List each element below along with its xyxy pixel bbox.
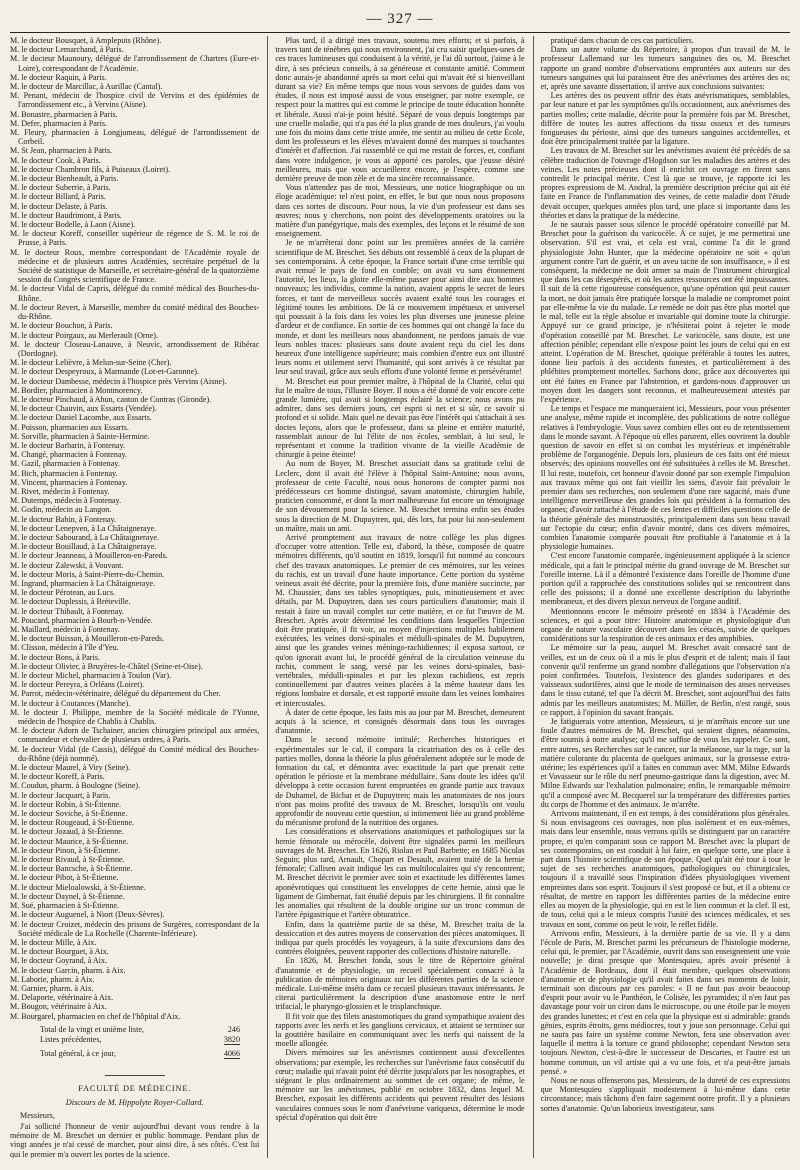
total-previous-row <box>40 1035 240 1045</box>
member-entry: M. le docteur Barbarin, à Fontenay. <box>10 440 125 450</box>
member-entry: M. le docteur Bons, à Paris. <box>10 652 100 662</box>
member-entry: M. le docteur Rivaud, à St-Étienne. <box>10 855 125 865</box>
discourse-paragraph: Arrivé promptement aux travaux de notre collège les plus dignes d'occuper votre attention. Telle est, d'abord, la thèse, composée de quatre mémoires différents, qu'il soutint en 1819, lorsqu'il fut nommé au concours chef des travaux anatomiques. Le premier de ces mémoires, sur les veines du rachis, est un travail d'une haute importance. Cette portion du système veineux avait été décrite, pour la première fois, d'une manière succincte, par M. Chaussier, dans ses tables synoptiques, puis, minutieusement et avec détails, par M. Dupuytren, dans ses cours particuliers d'anatomie; mais il restait à faire un travail complet sur cette matière, et ce fut l'œuvre de M. Breschet. Après avoir déterminé les conditions dans lesquelles l'injection doit être pratiquée, il fit voir, au moyen d'injections multiples habilement exécutées, les veines dorsi-spinales et médulli-spinales de M. Dupuytren, ainsi que les grandes veines méningo-rachidiennes; il exposa surtout, ce qu'on ignorait avant lui, le procédé général de la circulation veineuse du rachis, comment le sang, versé par les veines dorsi-spinales, basi-vertébrales, médulli-spinales et par les plexus rachidiens, est repris continuellement par d'autres veines placées à la même hauteur dans les régions lombaire et dorsale, et est rapporté ensuite dans les veines lombaires et intercostales. <box>275 532 525 708</box>
member-entry: M. Bougon, vétérinaire à Aix. <box>10 1002 107 1012</box>
member-entry: M. le docteur Pérotean, au Lucs. <box>10 588 116 598</box>
discourse-paragraph: Plus tard, il a dirigé mes travaux, soutenu mes efforts; et si parfois, à travers tant de ténèbres qui nous environnent, j'ai cru saisir quelques-unes de ces traces lumineuses qui conduisent à la vérité, je l'ai dû surtout, j'aime à le dire, à ses précieux conseils, à sa généreuse et constante amitié. Comment donc aurais-je abandonné après sa mort celui qui m'avait été si bienveillant durant sa vie? En même temps que nous vous servons de guides dans vos études, il nous est imposé aussi de vous enseigner, par notre exemple, ce respect pour la mattres qui est comme le principe de toute éducation honnête et libérale. Aussi n'ai-je point hésité. Séparé de vous depuis longtemps par une cruelle maladie, qui n'a pas été la plus grande de mes douleurs, j'ai voulu une fois du moins dans cette triste année, me sentir au milieu de cette École, dont les professeurs et les élèves m'avaient donné des marques si touchantes d'intérêt et d'affection. J'ai rassemblé ce qui me restait de forces, et, confiant dans votre indulgence, je vous ai apporté ces paroles, que j'eusse désiré meilleures, mais que vous accueillerez encore, je l'espère, comme une dernière preuve de mon zèle et de ma sincère reconnaissance. <box>275 36 525 184</box>
total-general-row <box>40 1049 240 1059</box>
member-entry: M. le docteur Goyrand, à Aix. <box>10 956 108 966</box>
member-entry: M. le docteur Babin, à Fontenay. <box>10 514 117 524</box>
member-entry: M. le docteur Poirgaux, au Merlerault (Orne). <box>10 330 158 340</box>
discourse-paragraph: Dans le second mémoire intitulé: Recherches historiques et expérimentales sur le cal, il compara la cicatrisation des os à celle des parties molles, donna la théorie la plus généralement adoptée sur le mode de formation du cal, et démontra avec exactitude la part que prenait cette opération le périoste et la membrane médullaire. Sans doute les idées qu'il développa à cette occasion furent empruntées en grande partie aux travaux de Duhamel, de Bichat et de Dupuytren; mais les anatomistes de nos jours n'ont pas moins profité des travaux de M. Breschet, lorsqu'ils ont voulu approfondir de nouveau cette question, si intimement liée au grand problème du mécanisme profond de la nutrition des organes. <box>275 735 525 828</box>
member-entry: M. le docteur Bancsche, à St-Étienne. <box>10 864 133 874</box>
member-entry: M. le docteur Robin, à St-Étienne. <box>10 799 122 809</box>
discourse-paragraph: Les travaux de M. Breschet sur les anévrismes avaient été précédés de sa célèbre traduction de l'ouvrage d'Hogdson sur les maladies des artères et des veines. Les notes précieuses dont il enrichit cet ouvrage en firent sans contredit le principal mérite. C'est là que se trouve, je rapporte ici les propres expressions de M. Andral, la première description précise qui ait été faite en France de l'inflammation des veines, de cette maladie dont l'étude devait occuper, quelques années plus tard, une place si importante dans les théories et dans la pratique de la médecine. <box>540 146 790 220</box>
member-entry: M. Parrot, médecin-vétérinaire, délégué du département du Cher. <box>10 689 221 699</box>
member-entry: M. Ingrand, pharmacien à La Châtaigneraye. <box>10 578 156 588</box>
member-entry: M. le docteur Delaste, à Paris. <box>10 201 108 211</box>
member-entry: M. Rivet, médecin à Fontenay. <box>10 486 110 496</box>
member-entry: M. St Jean, pharmacien à Paris. <box>10 146 113 156</box>
member-entry: M. le docteur Maurice, à St-Étienne. <box>10 836 129 846</box>
member-entry: M. Defer, pharmacien à Paris. <box>10 118 107 128</box>
column-discourse-continued <box>267 36 524 1158</box>
member-entry: M. le docteur Zalewski, à Vouvant. <box>10 560 124 570</box>
member-entry: M. le docteur Buisson, à Mouilleron-en-Pareds. <box>10 634 165 644</box>
member-entry: M. le docteur Rougeaud, à St-Étienne. <box>10 818 135 828</box>
member-entry: M. Laborie, pharm. à Aix. <box>10 974 95 984</box>
discourse-paragraph: Le mémoire sur la peau, auquel M. Breschet avait consacré tant de veilles, est un de ceux où il a mis le plus d'esprit et de talent; mais il faut convenir qu'il renferme un grand nombre d'allégations que l'observation n'a point confirmées. Toutefois, l'existence des glandes sudoripares et des vaisseaux sudorifères, ainsi que le mode de terminaison des anses nerveuses dans le tissu cutané, tel que l'a décrit M. Breschet, sont aujourd'hui des faits admis par les meilleurs anatomistes; M. Müller, de Berlin, n'est rangé, sous ce rapport, à l'opinion du savant français. <box>540 643 790 717</box>
member-entry: M. Dutemps, médecin à Fontenay. <box>10 496 122 506</box>
member-entry: M. Sorville, pharmacien à Sainte-Hermine. <box>10 431 150 441</box>
member-entry: M. le docteur Baudrimont, à Paris. <box>10 210 122 220</box>
member-entry: M. le docteur Mieloalowski, à St-Étienne. <box>10 882 146 892</box>
discourse-paragraph: Arrivons enfin, Messieurs, à la dernière partie de sa vie. Il y a dans l'école de Paris, M. Breschet parmi les précurseurs de l'histologie moderne, celui qui, le premier, par l'Académie, ouvrit dans son enseignement une voie nouvelle; je dirai presque que Montesquieu, après avoir présenté à l'Académie de Bordeaux, dont il était membre, quelques observations d'anatomie et de physiologie qu'il avait faites dans ses moments de loisir, terminait son discours par ces paroles: « Il ne faut pas avoir beaucoup d'esprit pour avoir vu le Panthéon, le Colisée, les pyramides; il n'en faut pas davantage pour voir un ciron dans le microscope, ou une étoile par le moyen des grandes lunettes; et c'est en cela que la physique est si admirable: grands génies, esprits étroits, gens médiocres, tout y joue son personnage. Celui qui ne saura pas faire un système comme Newton, fera une observation avec laquelle il mettra à la torture ce grand philosophe; cependant Newton sera toujours Newton, c'est-à-dire le successeur de Descartes, et l'autre est un homme commun, un vil artiste qui a vu une fois, et n'a peut-être jamais pensé. » <box>540 928 790 1076</box>
totals-block <box>40 1025 259 1060</box>
discourse-paragraph: Mentionnons encore le mémoire présenté en 1834 à l'Académie des sciences, et qui a pour titre: Histoire anatomique et physiologique d'un organe de nature vasculaire découvert dans les cétacés, suivie de quelques considérations sur la respiration de ces animaux et des amphibies. <box>540 606 790 644</box>
column-subscribers <box>10 36 259 1158</box>
member-entry: M. le docteur Sabourand, à La Châtaigneraye. <box>10 532 160 542</box>
member-entry: M. le docteur Bodelle, à Laon (Aisne). <box>10 220 136 230</box>
discourse-paragraph: Les artères des os peuvent offrir des états anévrismatiques, semblables, par leur nature et par les symptômes qu'ils occasionnent, aux anévrismes des parties molles; cette maladie, décrite pour la première fois par M. Breschet, diffère de toutes les autres affections du tissu osseux et des tumeurs fongueuses du périoste, ainsi que des tumeurs sanguines accidentelles, et doit être principalement traitée par la ligature. <box>540 91 790 147</box>
member-entry: M. le docteur Roux, membre correspondant de l'Académie royale de médecine et de plusieurs autres Académies, secrétaire perpétuel de la Société de statistique de Marseille, et secrétaire-général de la quatorzième session du Congrès scientifique de France. <box>10 247 260 285</box>
discourse-paragraph: Divers mémoires sur les anévrismes contiennent aussi d'excellentes observations; par exemple, les recherches sur l'anévrisme faux consécutif du cœur; maladie qui n'avait point été décrite jusqu'alors par les nosographes, et siégeant le plus ordinairement au sommet de cet organe; de même, le mémoire sur les anévrismes, publié en octobre 1832, dans lequel M. Breschet, exposait les différents accidents qui peuvent résulter des lésions vasculaires connues sous le nom d'anévrisme variqueux, détermine le mode spécial d'opération qui doit être <box>275 1048 525 1122</box>
member-entry: M. le docteur Bousquet, à Ampleputs (Rhône). <box>10 36 162 45</box>
discourse-paragraph: Les considérations et observations anatomiques et pathologiques sur la hernie fémorale ou mérocèle, doivent être signalées parmi les meilleurs ouvrages de M. Breschet. En 1626, Riolan et Paul Barbette; en 1685 Nicolas Seguin; plus tard, Arnault, Chopart et Desault, avaient traité de la hernie fémorale; Callisen avait indiqué les cas multiloculaires qui s'y rencontrent; M. Breschet décrivit le premier avec soin et exactitude les différentes lames aponévrotiques qui constituent les enveloppes de cette hernie, ainsi que le ligament de Gimbernat, fait étudié depuis par les chirurgiens. Il fit connaître les anomalies qui résultent de la double origine sur un tronc commun de l'artère épigastrique et l'artère obturatrice. <box>275 827 525 920</box>
discourse-paragraph: Nous ne nous offenserons pas, Messieurs, de la dureté de ces expressions que Montesquieu s'appliquait modestement à lui-même dans cette circonstance; mais tâchons d'en faire sagement notre profit. Il y a plusieurs sortes d'anatomie. Qu'un laborieux investigateur, sans <box>540 1075 790 1113</box>
member-entry: M. le docteur Mille, à Aix. <box>10 937 97 947</box>
member-entry: M. le docteur Moris, à Saint-Pierre-du-Chemin. <box>10 569 165 579</box>
member-entry: M. Delaporte, vétérinaire à Aix. <box>10 993 114 1003</box>
member-entry: M. le docteur Jeanneau, à Mouilleron-en-Pareds. <box>10 551 168 561</box>
total-general-value: 4066 <box>223 1049 240 1059</box>
member-entry: M. le docteur Pereyra, à Orléans (Loiret). <box>10 680 145 690</box>
discourse-paragraph: Je ne saurais passer sous silence le procédé opératoire conseillé par M. Breschet pour la guérison du varicocèle. À ce sujet, je me permettrai une observation. S'il est vrai, et cela est vrai, comme l'a dit le grand physiologiste John Hunter, que la médecine opératoire ne soit « qu'un argument contre l'art de guérir, et un aveu tacite de son insuffisance, » il est conséquent, la médecine ne doit armer sa main de l'instrument chirurgical que dans les cas désespérés, et où les autres ressources ont été impuissantes. Il suit de là cette rigoureuse conséquence, qu'une opération qui peut causer la mort, ne doit jamais être pratiquée lorsque la maladie ne compromet point par elle-même la vie du malade. Le remède ne doit pas être plus mortel que le mal, telle est la règle absolue et invariable qui domine toute la chirurgie. Appuyé sur ce grand principe, je n'hésiterai point à rejeter le mode d'opération conseillé par M. Breschet. Le varicocèle, sans doute, est une affection pénible; cependant elle n'expose point les jours de celui qui en est atteint. L'opération de M. Breschet, quoique préférable à toutes les autres, donne lieu parfois à des accidents funestes, et particulièrement à des phlébites promptement mortelles. Sachons donc, grâce aux découvertes qui ont été faites en France par l'abstention, et gardons-nous d'approuver un moyen dont les dangers sont reconnus, et malheureusement attestés par l'expérience. <box>540 220 790 404</box>
columns <box>10 36 790 1158</box>
member-entry: M. le docteur Lenepven, à La Châtaigneraye. <box>10 523 157 533</box>
salutation: Messieurs, <box>20 1110 55 1120</box>
member-entry: M. le docteur Olivier, à Bruyères-le-Châtel (Seine-et-Oise). <box>10 661 203 671</box>
member-entry: M. le docteur Jozaud, à St-Étienne. <box>10 827 124 837</box>
member-entry: M. le docteur Billard, à Paris. <box>10 192 106 202</box>
member-entry: M. le docteur Maurel, à Viry (Seine). <box>10 763 131 773</box>
discourse-paragraph: pratiqué dans chacun de ces cas particuliers. <box>550 36 694 45</box>
member-entry: M. Clisson, médecin à l'île d'Yeu. <box>10 643 119 653</box>
total-day-row <box>40 1025 240 1034</box>
member-entry: M. Gazil, pharmacien à Fontenay. <box>10 459 120 469</box>
member-entry: M. Vincent, pharmacien à Fontenay. <box>10 477 128 487</box>
discourse-paragraph: Je ne m'arrêterai donc point sur les premières années de la carrière scientifique de M. Breschet. Ses débuts ont ressemblé à ceux de la plupart de ses contemporains. À cette époque, la France sortait d'une crise terrible qui avait remué le pays de fond en comble; on avait vu sans étonnement l'autorité, les lieux, la gloire elle-même passer pour ainsi dire aux hommes nouveaux; les individus, comme la nation, avaient appris le secret de leurs forces, et tant de merveilleux succès avaient exalté tous les courages et légitimé toutes les ambitions. De là ce mouvement impétueux et universel qui poussait à la fois dans les voies les plus diverses une jeunesse pleine d'ardeur et de confiance. En sortie de ces hommes qui ont changé la face du monde, et dont les meilleurs nous abandonnent, ne perdons jamais de vue leurs nobles traces: plusieurs sans doute avaient reçu du ciel les dons heureux d'une intelligence supérieure; mais combien d'entre eux ont illustré leurs noms et utilement servi l'humanité, qui sont arrivés à ce résultat par leur seul travail, grâce aux seuls efforts d'une volonté ferme et persévérante! <box>275 238 525 377</box>
member-entry: M. le docteur Koreff, conseiller supérieur de régence de S. M. le roi de Prusse, à Paris. <box>10 229 260 248</box>
member-entry: M. Bich, pharmacien à Fontenay. <box>10 468 118 478</box>
member-entry: M. le docteur Duplessis, à Bréteville. <box>10 597 131 607</box>
discourse-paragraph: En 1826, M. Breschet fonda, sous le titre de Répertoire général d'anatomie et de physiologie, un recueil spécialement consacré à la publication de mémoires originaux sur les différentes parties de la science médicale. Lui-même inséra dans ce recueil plusieurs travaux intéressants. Je citerai particulièrement la description d'une anastomose entre le nerf trifacial, le pharyngo-glossien et le trisplanchnique. <box>275 956 525 1012</box>
member-entry: M. le docteur Revert, à Marseille, membre du comité médical des Bouches-du-Rhône. <box>10 302 260 322</box>
member-entry: M. le docteur Vidal de Capris, délégué du comité médical des Bouches-du-Rhône. <box>10 284 260 303</box>
discourse-paragraph: Je fatiguerais votre attention, Messieurs, si je m'arrêtais encore sur une foule d'autres mémoires de M. Breschet, qui seraient dignes, néanmoins, d'être soumis à notre analyse; qu'il me suffise de vous les rappeler. Ce sont, entre autres, ses Recherches sur le cancer, sur la mélanose, sur la rage, sur la matière colorante du placenta de quelques animaux, sur la grossesse extra-utérine; les expériences qu'il a faites en commun avec MM. Milne Edwards et Vavasseur sur le rôle du nerf pneumo-gastrique dans la digestion, avec M. Milne Edwards sur l'exhalation pulmonaire; enfin, le remarquable mémoire qu'il a composé avec M. Becquerel sur la température des différentes parties du corps de l'homme et des animaux. Je m'arrête. <box>540 717 790 809</box>
member-entry: M. le docteur Garcin, pharm. à Aix. <box>10 965 126 975</box>
member-entry: M. le docteur Daniel Lacombe, aux Essarts. <box>10 413 152 423</box>
discourse-paragraph: Vous n'attendez pas de moi, Messieurs, une notice biographique ou un éloge académique: tel n'est point, en effet, le but que nous nous proposons dans ces sortes de discours. Pour nous, la vie d'un professeur est dans ses œuvres; nous y cherchons, non point des développements oratoires ou la matière d'un panégyrique, mais des exemples, des leçons et le résumé de son enseignement. <box>275 183 525 239</box>
member-entry: M. le docteur Thibault, à Fontenay. <box>10 606 124 616</box>
section-divider <box>105 1075 165 1076</box>
column-discourse-end <box>533 36 790 1158</box>
total-day-value: 246 <box>227 1024 240 1034</box>
page-header <box>10 6 790 32</box>
member-entry: M. le docteur Pinon, à St-Étienne. <box>10 845 121 855</box>
discourse-paragraph: Arrivons maintenant, il en est temps, à des considérations plus générales. Si nous envisageons ces ouvrages, non plus isolément et en eux-mêmes, mais dans leur ensemble, nous verrons qu'ils se distinguent par un caractère propre, et qu'en comparant sous ce rapport M. Breschet avec la plupart de ses contemporains, on est conduit à lui faire, en quelque sorte, une place à part dans l'histoire scientifique de son époque. Quel qu'ait été tour à tour le sujet de ses recherches anatomiques, pathologiques ou chirurgicales, toujours il a travaillé sous l'inspiration d'idées physiologiques vivement empreintes dans son esprit. Toujours il s'est proposé ce but, et il a obtenu ce résultat, de mettre en rapport les différentes parties de la médecine entre elles au moyen de la physiologie, qui en est le lien commun et la clef. Il est, de tous, celui qui a le mieux compris l'unité des sciences médicales, et ses travaux en sont, comme on peut le voir, le reflet fidèle. <box>540 809 790 929</box>
member-entry: M. Poisson, pharmacien aux Essarts. <box>10 422 129 432</box>
total-day-label: Total de la vingt et unième liste, <box>40 1024 144 1034</box>
member-entry: M. le docteur Michel, pharmacien à Toulon (Var). <box>10 671 172 681</box>
discourse-paragraph: Il fit voir que des filets anastomotiques du grand sympathique avaient des rapports avec les nerfs et les ganglions cervicaux, et attaient se terminer sur la gouttière basilaire en communiquant avec les nerfs qui naissent de la moelle allongée. <box>275 1011 525 1049</box>
member-entry: M. le docteur Lemarchand, à Paris. <box>10 45 124 55</box>
member-entry: M. le docteur Raquin, à Paris. <box>10 72 107 82</box>
discourse-paragraph: C'est encore l'anatomie comparée, ingénieusement appliquée à la science médicale, qui a fait le principal mérite du grand ouvrage de M. Breschet sur l'oreille interne. Là il a démontré l'existence dans l'oreille de l'homme d'une portion qu'il a rapprochée des constitutions solides qui se rencontrent dans celle des poissons; il a donné une excellente description du labyrinthe membraneux, et des divers plexus nerveux de l'organe auditif. <box>540 551 790 607</box>
member-entry: M. Maillard, médecin à Fontenay. <box>10 625 120 634</box>
discourse-title: Discours de M. Hippolyte Royer-Collard. <box>65 1097 204 1107</box>
member-entry: M. le docteur Bourguet, à Aix. <box>10 947 109 957</box>
member-entry: M. le docteur Auguenel, à Niort (Deux-Sèvres). <box>10 910 165 920</box>
member-entry: M. le docteur Dambesse, médecin à l'hospice près Vervins (Aisne). <box>10 376 227 386</box>
header-rule <box>10 32 790 33</box>
member-entry: M. le docteur Croizet, médecin des prisons de Surgères, correspondant de la Société médicale de La Rochelle (Charente-Inférieure). <box>10 919 260 938</box>
member-entry: M. Bordier, pharmacien à Montmorency. <box>10 385 143 395</box>
member-entry: M. le docteur Bienheault, à Paris. <box>10 174 119 184</box>
total-general-label: Total général, à ce jour, <box>40 1049 116 1059</box>
member-entry: M. le docteur Pibot, à St-Étienne. <box>10 873 119 883</box>
member-entry: M. le docteur Chauvin, aux Essarts (Vendée). <box>10 404 157 414</box>
member-entry: M. le docteur Vidal (de Cassis), délégué du Comité médical des Bouches-du-Rhône (déjà nommé). <box>10 744 260 763</box>
member-entry: M. le docteur de Marcillac, à Aurillac (Cantal). <box>10 82 163 92</box>
member-entry: M. le docteur Maunoury, délégué de l'arrondissement de Chartres (Eure-et-Loire), correspondant de l'Académie. <box>10 54 260 73</box>
member-entry: M. le docteur J. Philippe, membre de la Société médicale de l'Yonne, médecin de l'hospice de Chablis à Chablis. <box>10 707 260 727</box>
member-entry: M. le docteur Pinchaud, à Ahun, canton de Contras (Gironde). <box>10 394 212 404</box>
member-entry: M. le docteur Despeyroux, à Marmande (Lot-et-Garonne). <box>10 367 200 377</box>
member-entry: M. le docteur Bouillaud, à La Châtaigneraye. <box>10 542 157 552</box>
discourse-paragraph: Au nom de Boyer, M. Breschet associait dans sa gratitude celui de Leclerc, dont il avait été l'élève à l'hôpital Saint-Antoine; nous avons, professeur de cette Faculté, nous nous honorons de compter parmi nos prédécesseurs cet homme distingué, savant anatomiste, chirurgien habile, praticien consommé, et dont la mort malheureuse fut encore un témoignage de son dévouement pour la science. M. Breschet termina enfin ses études sous la direction de M. Dupuytren, qui, dès lors, fut pour lui non-seulement un maître, mais un ami. <box>275 459 525 533</box>
total-previous-label: Listes précédentes, <box>40 1034 102 1044</box>
member-entry: M. le docteur Koreff, à Paris. <box>10 772 105 782</box>
member-entry: M. Fleury, pharmacien à Longjumeau, délégué de l'arrondissement de Corbeil. <box>10 128 260 147</box>
total-previous-value: 3820 <box>223 1034 240 1044</box>
member-entry: M. le docteur Lelièvre, à Melun-sur-Seine (Cher). <box>10 358 172 368</box>
page-number: — 327 — <box>366 11 434 27</box>
member-entry: M. Bourgarel, pharmacien en chef de l'hôpital d'Aix. <box>10 1011 181 1021</box>
discourse-paragraph: Le temps et l'espace me manqueraient ici, Messieurs, pour vous présenter une analyse, même rapide et incomplète, des publications de notre collègue relatives à l'embryologie. Vous savez combien elles ont eu de retentissement dans le monde savant. À l'époque où elles parurent, elles ouvrirent la double question de savoir en effet si on combat les mystérieux et impénétrable problème de l'organogénie. Depuis lors, plusieurs de ces faits ont été mieux observés; des opinions nouvelles ont été substituées à celles de M. Breschet. Il lui reste, toutefois, cet honneur d'avoir donné par son exemple l'impulsion aux travaux même qui ont fait vieillir les siens, d'avoir fait prévaloir le premier dans ses recherches, non seulement d'une rare sagacité, mais d'une intelligence merveilleuse des grandes lois qui président à la formation des organes; d'avoir rattaché à l'étude de ces lentes et difficiles questions celle de la théorie générale des monstruosités, principalement dans son beau travail sur l'ectopie du cœur; enfin d'avoir montré, dans ces divers mémoires, combien l'anatomie comparée pouvait être profitable à l'anatomie et à la physiologie humaines. <box>540 404 790 552</box>
member-entry: M. le docteur Jacquart, à Paris. <box>10 790 111 800</box>
discourse-paragraph: Dans un autre volume du Répertoire, à propos d'un travail de M. le professeur Lallemand sur les tumeurs sanguines des os, M. Breschet rapporte un grand nombre d'observations empruntées aux auteurs sur des tumeurs sanguines qui lui paraissent être des anévrismes des artères des os; et, après une savante dissertation, il arrive aux conclusions suivantes: <box>540 45 790 92</box>
faculty-heading: FACULTÉ DE MÉDECINE. <box>78 1084 192 1094</box>
member-list <box>10 36 259 1021</box>
member-entry: M. Bonastre, pharmacien à Paris. <box>10 109 118 119</box>
member-entry: M. le docteur Chambron fils, à Puiseaux (Loiret). <box>10 164 171 174</box>
member-entry: M. le docteur Daynel, à St-Étienne. <box>10 891 125 901</box>
member-entry: M. Poucard, pharmacien à Bourb-n-Vendée. <box>10 615 153 625</box>
member-entry: M. le docteur Bouchon, à Paris. <box>10 321 113 331</box>
member-entry: M. Godin, médecin au Langon. <box>10 505 112 515</box>
discourse-paragraph: M. Breschet eut pour premier maître, à l'hôpital de la Charité, celui qui fut le maître de tous, l'illustre Boyer. Il nous a été donné de voir encore cette grande lumière, qui avait si longtemps éclairé la science; nous avons pu admirer, dans ses derniers jours, cet esprit si net et si sûr, ce savoir si profond et si solide. Mais quel ne devait pas être l'intérêt qui s'attachait à ses doctes leçons, alors que le professeur, dans sa pleine et entière maturité, rassemblait autour de lui l'élite de nos écoles, semblait, à lui seul, le représentant et comme la tradition vivante de la vieille Académie de chirurgie à peine éteinte! <box>275 376 525 460</box>
member-entry: M. Garnier, pharm. à Aix. <box>10 983 94 993</box>
member-entry: M. le docteur Soviche, à St-Étienne. <box>10 809 128 819</box>
member-entry: M. le docteur à Coutances (Manche). <box>10 698 131 708</box>
member-entry: M. Coudun, pharm. à Boulogne (Seine). <box>10 781 141 791</box>
member-entry: M. le docteur Cook, à Paris. <box>10 155 101 165</box>
opening-paragraph: J'ai sollicité l'honneur de venir aujourd'hui devant vous rendre à la mémoire de M. Breschet un dernier et public hommage. Pendant plus de vingt années je n'ai cessé de marcher, pour ainsi dire, à ses côtés. C'est lui qui le premier m'a ouvert les portes de la science. <box>10 1121 260 1158</box>
member-entry: M. le docteur Adorn de Tschainer, ancien chirurgien principal aux armées, commandeur et chevalier de plusieurs ordres, à Paris. <box>10 726 260 745</box>
discourse-paragraph: Enfin, dans la quatrième partie de sa thèse, M. Breschet traita de la dessiccation et des autres moyens de conservation des pièces anatomiques. Il indiqua par quels procédés les voyageurs, à la suite d'excursions dans des contrées éloignées, peuvent rapporter des collections d'histoire naturelle. <box>275 919 525 957</box>
member-entry: M. le docteur Suberrie, à Paris. <box>10 183 111 193</box>
member-entry: M. le docteur Closeau-Lanauve, à Neuvic, arrondissement de Ribérac (Dordogne). <box>10 339 260 358</box>
discourse-paragraph: À dater de cette époque, les faits mis au jour par M. Breschet, demeurent acquis à la science, et consignés désormais dans tous les ouvrages d'anatomie. <box>275 707 525 736</box>
member-entry: M. Sué, pharmacien à St-Étienne. <box>10 901 120 911</box>
member-entry: M. Changé, pharmacien à Fontenay. <box>10 450 128 460</box>
member-entry: M. Penant, médecin de l'hospice civil de Vervins et des épidémies de l'arrondissement etc., à Vervins (Aisne). <box>10 91 260 110</box>
